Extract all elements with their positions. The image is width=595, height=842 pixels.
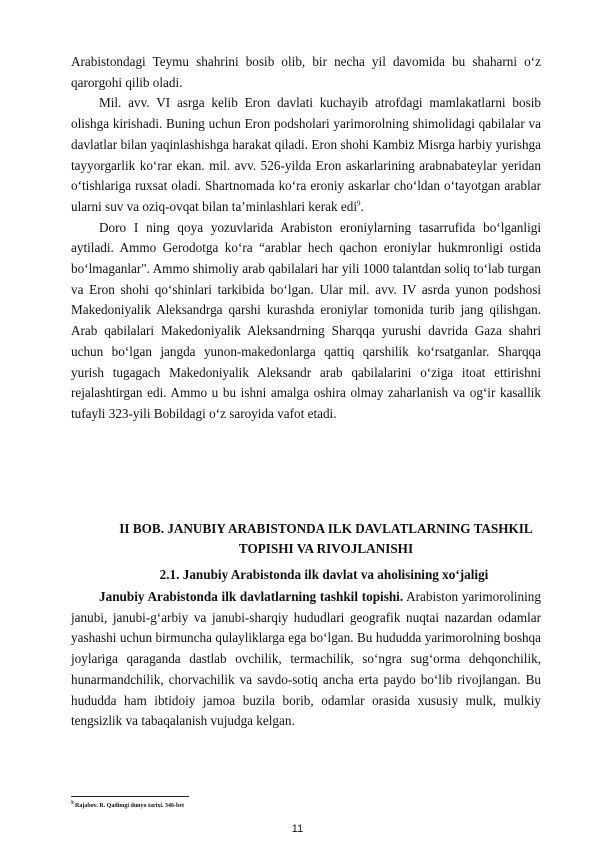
footnote-marker[interactable]: 9 <box>357 199 361 208</box>
paragraph-4-lead: Janubiy Arabistonda ilk davlatlarning tashkil topishi. <box>99 589 404 605</box>
chapter-title: II BOB. JANUBIY ARABISTONDA ILK DAVLATLARNING TASHKIL TOPISHI VA RIVOJLANISHI <box>119 520 533 557</box>
footnote <box>71 801 184 809</box>
footnote-mark: 9 <box>71 801 74 806</box>
footnote-text: Rajabov. R. Qadimgi dunyo tarixi. 346-bet <box>73 803 185 809</box>
spacer <box>71 425 541 519</box>
paragraph-2 <box>71 93 541 217</box>
paragraph-1: Arabistondagi Teymu shahrini bosib olib, bir necha yil davomida bu shaharni o‘z qarorgohi qilib oladi. <box>71 54 541 90</box>
section-title: 2.1. Janubiy Arabistonda ilk davlat va aholisining xo‘jaligi <box>159 567 489 583</box>
paragraph-2-end: . <box>360 198 364 214</box>
footnote-divider <box>71 796 189 797</box>
document-body <box>71 52 541 732</box>
paragraph-4 <box>71 587 541 732</box>
page-number: 11 <box>291 823 304 835</box>
paragraph-3: Doro I ning qoya yozuvlarida Arabiston eroniylarning tasarrufida bo‘lganligi aytiladi. Ammo Gerodotga ko‘ra “arablar hech qachon eroniylar hukmronligi ostida bo‘lmaganlar". Ammo shimoliy arab qabilalari har yili 1000 talantdan soliq to‘lab turgan va Eron shohi qo‘shinlari tarkibida bo‘lgan. Ular mil. avv. IV asrda yunon podshosi Makedoniyalik Aleksandrga qarshi kurashda eroniylar tomonida turib jang qilishgan. Arab qabilalari Makedoniyalik Aleksandrning Sharqqa yurushi davrida Gaza shahri uchun bo‘lgan jangda yunon-makedonlarga qattiq qarshilik ko‘rsatganlar. Sharqqa yurish tugagach Makedoniyalik Aleksandr arab qabilalarini o‘ziga itoat ettirishni rejalashtirgan edi. Ammo u bu ishni amalga oshira olmay zaharlanish va og‘ir kasallik tufayli 323-yili Bobildagi o‘z saroyida vafot etadi. <box>71 219 541 421</box>
paragraph-2-text: Mil. avv. VI asrga kelib Eron davlati kuchayib atrofdagi mamlakatlarni bosib olishga kirishadi. Buning uchun Eron podsholari yarimorolning shimolidagi qabilalar va davlatlar bilan yaqinlashishga harakat qiladi. Eron shohi Kambiz Misrga harbiy yurishga tayyorgarlik ko‘rar ekan. mil. avv. 526-yilda Eron askarlarining arabnabateylar yeridan o‘tishlariga ruxsat oladi. Shartnomada ko‘ra eroniy askarlar cho‘ldan o‘tayotgan arablar ularni suv va oziq-ovqat bilan ta’minlashlari kerak edi <box>71 95 541 214</box>
paragraph-4-body: Arabiston yarimorolining janubi, janubi-g‘arbiy va janubi-sharqiy hududlari geografik nuqtai nazardan odamlar yashashi uchun birmuncha qulayliklarga ega bo‘lgan. Bu hududda yarimorolning boshqa joylariga qaraganda dastlab ovchilik, termachilik, so‘ngra sug‘orma dehqonchilik, hunarmandchilik, chorvachilik va savdo-sotiq ancha erta paydo bo‘lib rivojlangan. Bu hududda ham ibtidoiy jamoa buzila borib, odamlar orasida xususiy mulk, mulkiy tengsizlik va tabaqalanish vujudga kelgan. <box>71 589 541 729</box>
